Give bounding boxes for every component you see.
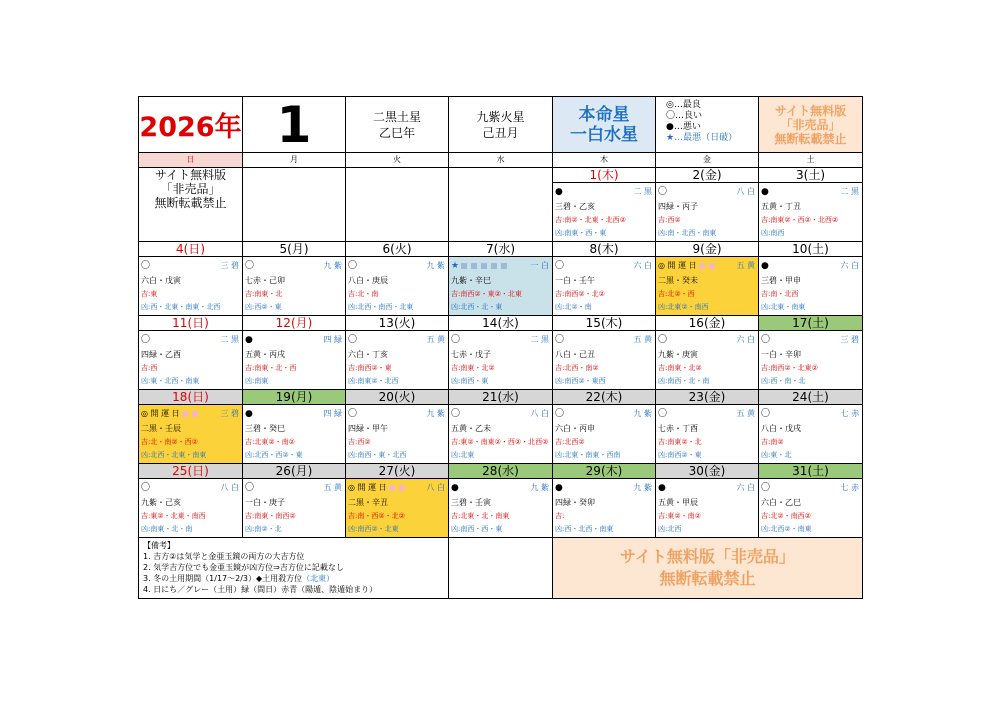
day-kyo: 凶:西②・東 [245,303,282,311]
day-kanshi: 三碧・壬寅 [451,498,491,507]
day-top-row [243,331,345,346]
day-kanshi: 七赤・戊子 [451,350,491,359]
day-cell[interactable] [656,479,759,538]
day-label: 21(水) [449,390,553,405]
day-kanshi: 四緑・乙酉 [141,350,181,359]
fortune-mark: 〇 [348,409,358,419]
empty-day [346,168,449,242]
day-kanshi: 一白・壬午 [555,276,595,285]
day-label: 19(月) [243,390,346,405]
day-star: 二 黒 [220,335,239,344]
day-top-row [449,479,552,494]
free-notice-header: サイト無料版 「非売品」 無断転載禁止 [759,97,863,153]
day-kanshi: 九紫・庚寅 [658,350,698,359]
fortune-mark: 〇 [141,261,151,271]
day-top-row [553,331,655,346]
fortune-mark: ● [555,483,563,493]
day-cell[interactable] [759,479,863,538]
day-kichi: 吉:北・南②・西② [141,438,198,446]
notes-box [139,538,449,599]
day-kanshi: 三碧・癸巳 [245,424,285,433]
day-kyo: 凶:西・北西・南東 [555,525,614,533]
day-kanshi: 四緑・甲午 [348,424,388,433]
day-kyo: 凶:北東 [451,451,475,459]
day-cell[interactable] [346,257,449,316]
day-label: 8(木) [553,242,656,257]
day-kanshi: 七赤・己卯 [245,276,285,285]
day-star: 二 黒 [633,187,652,196]
day-kyo: 凶:北西・北・東 [451,303,503,311]
day-kichi: 吉:南東・北 [245,290,283,298]
day-star: 五 黄 [736,261,755,270]
day-star: 五 黄 [426,335,445,344]
legend: ◎…最良 〇…良い ●…悪い ★…最悪（日破） [656,97,759,153]
day-kanshi: 四緑・癸卯 [555,498,595,507]
fortune-mark: 〇 [761,409,771,419]
day-top-row [346,405,448,420]
day-cell[interactable] [139,405,243,464]
day-kichi: 吉:南東②・西②・北西② [761,216,839,224]
day-kyo: 凶:南東・西・東 [555,229,607,237]
day-kichi: 吉:北西② [555,438,585,446]
day-kichi: 吉:北②・西 [658,290,695,298]
day-top-row [759,405,862,420]
fortune-mark: 〇 [555,261,565,271]
day-top-row [656,405,758,420]
weekday-thu: 木 [553,153,656,168]
day-cell[interactable] [346,331,449,390]
day-kanshi: 五黄・丁丑 [761,202,801,211]
day-kichi: 吉:東②・南東②・西②・北西② [451,438,549,446]
fortune-mark: ● [658,483,666,493]
fortune-mark: ● [245,335,253,345]
day-kyo: 凶:西・北東・南東・北西 [141,303,221,311]
day-kyo: 凶:南東・北・南 [141,525,193,533]
day-top-row [759,257,862,272]
day-label: 11(日) [139,316,243,331]
day-kanshi: 四緑・丙子 [658,202,698,211]
fortune-mark: 〇 [555,335,565,345]
day-kyo: 凶:南東②・北西 [348,377,399,385]
day-kanshi: 三碧・甲申 [761,276,801,285]
day-star: 八 白 [220,483,239,492]
fortune-mark: 〇 [245,483,255,493]
day-kyo: 凶:北東②・南西 [658,303,709,311]
day-cell[interactable] [553,405,656,464]
day-kyo: 凶:北西・北東・南東 [141,451,207,459]
day-cell[interactable] [139,479,243,538]
year-star: 二黒土星 乙巳年 [346,97,449,153]
day-top-row [656,183,758,198]
day-kichi: 吉:西 [141,364,158,372]
day-cell[interactable] [656,331,759,390]
day-label: 5(月) [243,242,346,257]
day-kichi: 吉:南②・北東・北西② [555,216,626,224]
day-star: 六 白 [840,261,859,270]
fortune-mark: 〇 [141,335,151,345]
day-star: 六 白 [633,261,652,270]
weekday-tue: 火 [346,153,449,168]
kaiun-mark: ◎ 開 運 日 [141,409,180,418]
fortune-mark: 〇 [245,261,255,271]
day-cell[interactable] [449,331,553,390]
day-star: 九 紫 [426,409,445,418]
day-cell[interactable] [553,183,656,242]
day-kichi: 吉:南② [761,438,784,446]
day-cell[interactable] [656,257,759,316]
day-top-row [656,479,758,494]
day-label: 13(火) [346,316,449,331]
day-kichi: 吉:南東・南西② [245,512,296,520]
day-kyo: 凶:西・南・北 [761,377,806,385]
day-label: 1(木) [553,168,656,183]
day-top-row [139,331,242,346]
day-kyo: 凶:北東・南東 [761,303,806,311]
day-kanshi: 七赤・丁酉 [658,424,698,433]
day-kichi: 吉:南西②・東 [348,364,392,372]
day-cell[interactable] [139,257,243,316]
day-label: 31(土) [759,464,863,479]
fortune-mark: ● [761,187,769,197]
day-label: 3(土) [759,168,863,183]
notes-blank [449,538,553,599]
day-star: 三 碧 [840,335,859,344]
fortune-mark: ● [245,409,253,419]
day-cell[interactable] [759,183,863,242]
day-cell[interactable] [759,257,863,316]
day-label: 12(月) [243,316,346,331]
day-star: 九 紫 [633,483,652,492]
day-kyo: 凶:南東 [245,377,269,385]
day-star: 七 赤 [840,483,859,492]
weekday-sat: 土 [759,153,863,168]
fortune-mark: 〇 [451,409,461,419]
day-star: 一 白 [530,261,549,270]
day-top-row [139,257,242,272]
fortune-mark: 〇 [141,483,151,493]
day-kichi: 吉:南西②・北② [555,290,605,298]
day-top-row [553,257,655,272]
fortune-mark: 〇 [761,483,771,493]
day-star: 五 黄 [633,335,652,344]
kaiun-mark: ◎ 開 運 日 [348,483,387,492]
day-star: 五 黄 [323,483,342,492]
day-kichi: 吉:西② [348,438,371,446]
day-kanshi: 八白・庚辰 [348,276,388,285]
day-label: 16(金) [656,316,759,331]
day-label: 14(水) [449,316,553,331]
fortune-mark: 〇 [658,409,668,419]
day-cell[interactable] [553,257,656,316]
day-kanshi: 五黄・丙戌 [245,350,285,359]
worst-mark: ★ [451,261,460,271]
day-kanshi: 六白・乙巳 [761,498,801,507]
day-kanshi: 二黒・壬辰 [141,424,181,433]
day-label: 28(水) [449,464,553,479]
year-title: 2026年 [139,97,243,153]
day-label: 9(金) [656,242,759,257]
day-kichi: 吉:南東・北② [658,364,702,372]
day-kichi: 吉:南東・北② [451,364,495,372]
day-kyo: 凶:北西②・南東 [761,525,812,533]
day-label: 17(土) [759,316,863,331]
weekday-fri: 金 [656,153,759,168]
day-kyo: 凶:南西 [761,229,785,237]
day-star: 二 黒 [530,335,549,344]
day-kyo: 凶:北②・南 [555,303,592,311]
fortune-mark: ● [451,483,459,493]
day-kichi: 吉:西② [658,216,681,224]
free-notice-footer: サイト無料版「非売品」 無断転載禁止 [553,538,863,599]
day-cell[interactable] [553,331,656,390]
weekday-sun: 日 [139,153,243,168]
day-star: 三 碧 [220,409,239,418]
empty-day [449,168,553,242]
day-kyo: 凶:南西②・東西 [555,377,606,385]
day-top-row [656,257,758,272]
day-kichi: 吉:北・南 [348,290,379,298]
day-cell[interactable] [243,331,346,390]
day-star: 三 碧 [220,261,239,270]
day-kichi: 吉:東②・北東・南西 [141,512,206,520]
day-star: 九 紫 [530,483,549,492]
day-star: 九 紫 [633,409,652,418]
fortune-mark: ● [761,261,769,271]
day-kanshi: 一白・辛卯 [761,350,801,359]
day-kyo: 凶:東・北 [761,451,792,459]
day-label: 27(火) [346,464,449,479]
day-kanshi: 六白・戊寅 [141,276,181,285]
day-label: 22(木) [553,390,656,405]
day-kanshi: 二黒・辛丑 [348,498,388,507]
day-cell[interactable] [759,331,863,390]
day-label: 20(火) [346,390,449,405]
kaiun-mark: ◎ 開 運 日 [658,261,697,270]
day-kyo: 凶:南西・東・北西 [348,451,407,459]
day-label: 26(月) [243,464,346,479]
day-kichi: 吉:南東・北・西 [245,364,297,372]
day-star: 八 白 [426,483,445,492]
day-kyo: 凶:南西②・東 [658,451,702,459]
day-kanshi: 五黄・乙未 [451,424,491,433]
fortune-mark: 〇 [451,335,461,345]
honmei-star: 本命星 一白水星 [553,97,656,153]
day-label: 24(土) [759,390,863,405]
day-cell[interactable] [759,405,863,464]
notes-line: 2. 気学吉方位でも金亜玉鏡が凶方位⇒吉方位に記載なし [143,563,344,572]
day-label: 10(土) [759,242,863,257]
day-kanshi: 一白・庚子 [245,498,285,507]
day-label: 4(日) [139,242,243,257]
side-free-notice: サイト無料版 「非売品」 無断転載禁止 [139,168,243,242]
day-top-row [759,331,862,346]
day-top-row [553,479,655,494]
day-star: 六 白 [736,483,755,492]
day-label: 18(日) [139,390,243,405]
fortune-mark: 〇 [761,335,771,345]
day-kyo: 凶:東・北西・南東 [141,377,200,385]
day-top-row [449,331,552,346]
day-label: 23(金) [656,390,759,405]
day-top-row [346,257,448,272]
day-kichi: 吉:南・北西 [761,290,799,298]
day-label: 6(火) [346,242,449,257]
notes-line: 3. 冬の土用期間（1/17〜2/3）◆土用殺方位（北東） [143,574,335,583]
day-kanshi: 八白・己丑 [555,350,595,359]
day-cell[interactable] [243,479,346,538]
day-kanshi: 五黄・甲辰 [658,498,698,507]
day-star: 四 緑 [323,335,342,344]
day-kyo: 凶:南西・東 [451,377,489,385]
day-cell[interactable] [346,479,449,538]
day-kanshi: 九紫・己亥 [141,498,181,507]
day-top-row [139,479,242,494]
day-star: 八 白 [736,187,755,196]
day-star: 九 紫 [323,261,342,270]
fortune-mark: 〇 [555,409,565,419]
day-cell[interactable] [139,331,243,390]
day-kanshi: 八白・戊戌 [761,424,801,433]
day-top-row [243,257,345,272]
day-kichi: 吉:東②・南② [658,512,701,520]
day-top-row [243,405,345,420]
day-star: 四 緑 [323,409,342,418]
day-star: 八 白 [530,409,549,418]
day-kyo: 凶:南②・北 [245,525,282,533]
day-kichi: 吉: [555,512,565,520]
calendar-table [138,96,863,599]
fortune-mark: 〇 [348,261,358,271]
day-star: 六 白 [736,335,755,344]
weekday-row [139,153,863,168]
day-top-row [449,405,552,420]
weekday-mon: 月 [243,153,346,168]
day-kichi: 吉:南西②・東②・北東 [451,290,522,298]
weekday-wed: 水 [449,153,553,168]
day-kichi: 吉:北東・北・南東 [451,512,510,520]
day-star: 二 黒 [840,187,859,196]
day-kyo: 凶:南西・北・南 [658,377,710,385]
day-cell[interactable] [449,257,553,316]
day-top-row [759,183,862,198]
notes-line: 1. 吉方②は気学と金亜玉鏡の両方の大吉方位 [143,552,305,561]
day-kichi: 吉:南西②・北東② [761,364,818,372]
doyo-direction: （北東） [302,574,335,583]
day-cell[interactable] [656,405,759,464]
day-kanshi: 三碧・乙亥 [555,202,595,211]
day-kichi: 吉:北②・南西② [761,512,811,520]
day-label: 15(木) [553,316,656,331]
day-kanshi: 九紫・辛巳 [451,276,491,285]
day-top-row [759,479,862,494]
day-kanshi: 二黒・癸未 [658,276,698,285]
day-star: 九 紫 [426,261,445,270]
fortune-mark: 〇 [348,335,358,345]
day-label: 2(金) [656,168,759,183]
day-kyo: 凶:北西 [658,525,682,533]
day-cell[interactable] [449,405,553,464]
day-top-row [656,331,758,346]
fortune-mark: ● [555,187,563,197]
day-kichi: 吉:北西・南② [555,364,599,372]
day-top-row [346,479,448,494]
day-label: 25(日) [139,464,243,479]
day-star: 七 赤 [840,409,859,418]
day-kyo: 凶:北西・西②・東 [245,451,303,459]
day-top-row [243,479,345,494]
fortune-mark: 〇 [658,187,668,197]
day-star: 五 黄 [736,409,755,418]
day-top-row [346,331,448,346]
empty-day [243,168,346,242]
day-top-row [449,257,552,272]
day-kichi: 吉:南東②・北 [658,438,702,446]
day-kichi: 吉:北東②・南② [245,438,295,446]
day-cell[interactable] [553,479,656,538]
day-top-row [139,405,242,420]
day-top-row [553,405,655,420]
day-cell[interactable] [346,405,449,464]
day-top-row [553,183,655,198]
header-row [139,97,863,153]
day-kanshi: 六白・丙申 [555,424,595,433]
month-star: 九紫火星 己丑月 [449,97,553,153]
day-kichi: 吉:南・西②・北② [348,512,405,520]
day-cell[interactable] [243,257,346,316]
day-label: 29(木) [553,464,656,479]
month-number: 1 [243,97,346,153]
notes-line: 4. 日にち／グレー（土用）緑（間日）赤青（陽遁、陰遁始まり） [143,585,378,594]
day-cell[interactable] [243,405,346,464]
day-kichi: 吉:東 [141,290,158,298]
day-kyo: 凶:北西・南西・北東 [348,303,414,311]
day-label: 7(水) [449,242,553,257]
day-kyo: 凶:北東・南東・西南 [555,451,621,459]
day-cell[interactable] [449,479,553,538]
notes-title: 【備考】 [143,541,175,550]
day-cell[interactable] [656,183,759,242]
day-kanshi: 六白・丁亥 [348,350,388,359]
day-kyo: 凶:南西・西・東 [451,525,503,533]
fortune-mark: 〇 [658,335,668,345]
day-kyo: 凶:南西②・北東 [348,525,399,533]
calendar-sheet [138,96,862,599]
day-label: 30(金) [656,464,759,479]
day-kyo: 凶:南・北西・南東 [658,229,717,237]
